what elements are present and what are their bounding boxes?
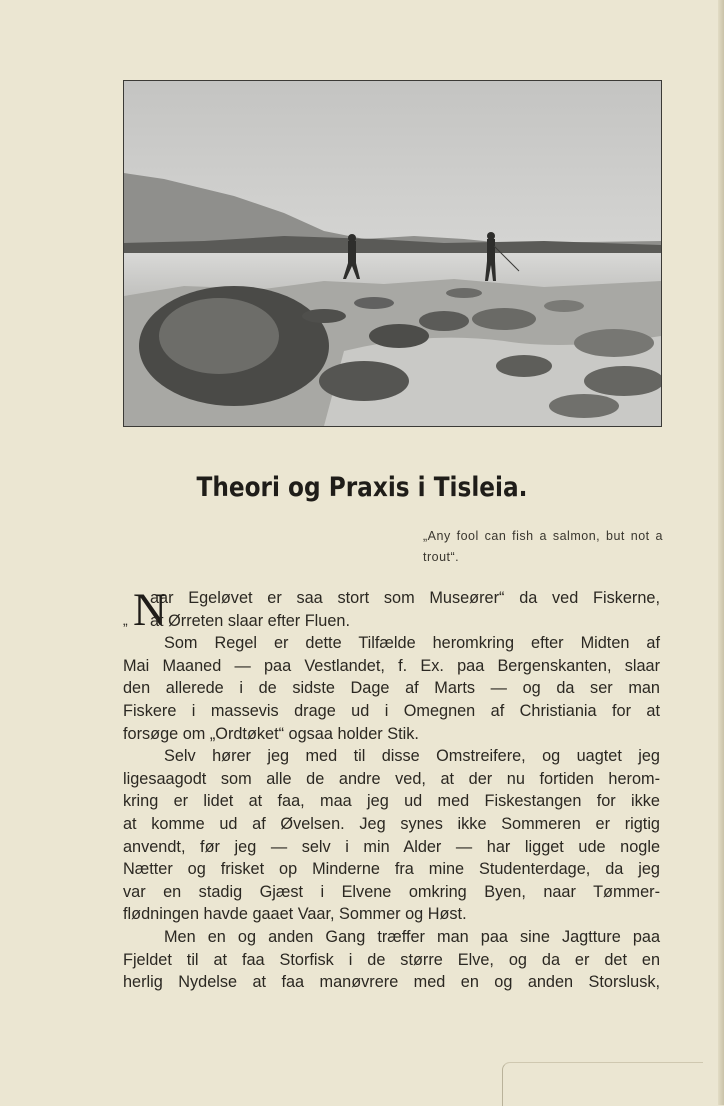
paragraph-3-line-5: anvendt, før jeg — selv i min Alder — har ligget ude nogle [123, 837, 660, 856]
article-title: Theori og Praxis i Tisleia. [196, 472, 528, 503]
page-corner-mark [502, 1062, 703, 1106]
paragraph-4-line-3: herlig Nydelse at faa manøvrere med en og anden Storslusk, [123, 973, 660, 992]
paragraph-2-line-1: Som Regel er dette Tilfælde heromkring efter Midten af [164, 634, 660, 653]
paragraph-3-line-3: kring er lidet at faa, maa jeg ud med Fiskestangen for ikke [123, 792, 660, 811]
paragraph-4-line-1: Men en og anden Gang træffer man paa sine Jagtture paa [164, 927, 660, 946]
paragraph-3-line-8: flødningen havde gaaet Vaar, Sommer og Høst. [123, 905, 467, 924]
opening-quote-mark: „ [123, 612, 128, 628]
landscape-photo-icon [124, 81, 661, 426]
paragraph-3-line-7: var en stadig Gjæst i Elvene omkring Byen, naar Tømmer- [123, 882, 660, 901]
paragraph-2-line-3: den allerede i de sidste Dage af Marts — og da ser man [123, 679, 660, 698]
paragraph-3-line-4: at komme ud af Øvelsen. Jeg synes ikke Sommeren er rigtig [123, 814, 660, 833]
paragraph-1-line-1: N „ aar Egeløvet er saa stort som Museører“ da ved Fiskerne, [123, 584, 660, 636]
fishing-photo [123, 80, 662, 427]
paragraph-2-line-2: Mai Maaned — paa Vestlandet, f. Ex. paa Bergenskanten, slaar [123, 656, 660, 675]
article-body [123, 584, 660, 994]
page-edge [718, 0, 724, 1105]
paragraph-3-line-2: ligesaagodt som alle de andre ved, at der nu fortiden herom- [123, 769, 660, 788]
paragraph-3-line-1: Selv hører jeg med til disse Omstreifere, og uagtet jeg [164, 747, 660, 766]
paragraph-2-line-4: Fiskere i massevis drage ud i Omegnen af Christiania for at [123, 701, 660, 720]
drop-cap: N [133, 584, 167, 636]
paragraph-4-line-2: Fjeldet til at faa Storfisk i de større Elve, og da er det en [123, 950, 660, 969]
paragraph-3-line-6: Nætter og frisket op Minderne fra mine Studenterdage, da jeg [123, 860, 660, 879]
epigraph-quote: „Any fool can fish a salmon, but not a trout“. [423, 529, 663, 564]
paragraph-2-line-5: forsøge om „Ordtøket“ ogsaa holder Stik. [123, 724, 419, 743]
paragraph-1-line-2: at Ørreten slaar efter Fluen. [150, 611, 350, 630]
